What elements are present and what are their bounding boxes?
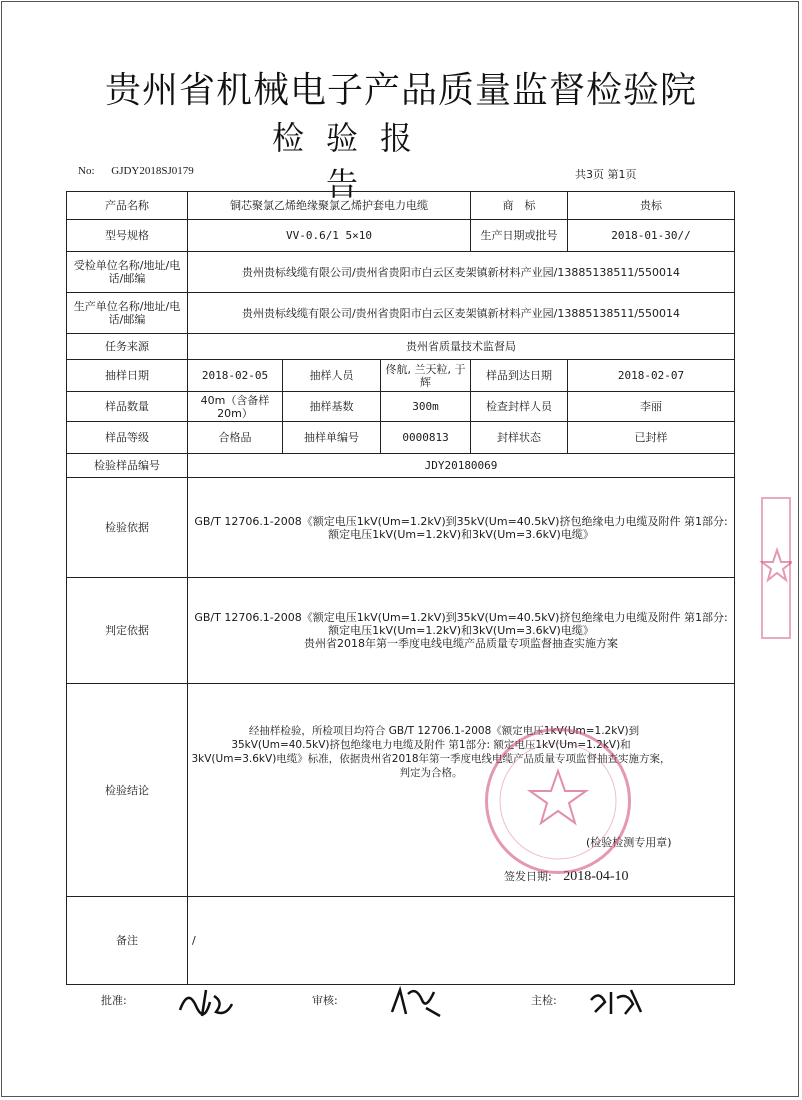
- conclusion-text: 经抽样检验，所检项目均符合 GB/T 12706.1-2008《额定电压1kV(Um=1.2kV)到35kV(Um=40.5kV)挤包绝缘电力电缆及附件 第1部分: 额定电压1kV(Um=1.2kV)和3kV(Um=3.6kV)电缆》标准，依据贵州省2018年第一季度电线电缆产品质量专项监督抽查实施方案，判定为合格。: [191, 725, 671, 779]
- remarks-label: 备注: [67, 897, 188, 985]
- report-number: [78, 165, 194, 177]
- form-no: 0000813: [381, 422, 471, 454]
- approve-label: 批准:: [101, 994, 127, 1007]
- main-label: 主检:: [531, 994, 557, 1007]
- sealer: 李丽: [568, 392, 735, 422]
- model: VV-0.6/1 5×10: [188, 220, 471, 252]
- inspected-unit: 贵州贵标线缆有限公司/贵州省贵阳市白云区麦架镇新材料产业园/13885138511/550014: [188, 252, 735, 293]
- issue-date-label: 签发日期:: [504, 870, 552, 883]
- inspected-unit-label: 受检单位名称/地址/电话/邮编: [67, 252, 188, 293]
- quantity-label: 样品数量: [67, 392, 188, 422]
- task-source-label: 任务来源: [67, 334, 188, 360]
- report-table: [66, 191, 735, 985]
- seal-status: 已封样: [568, 422, 735, 454]
- sample-no-label: 检验样品编号: [67, 454, 188, 478]
- report-number-label: No:: [78, 165, 95, 177]
- grade: 合格品: [188, 422, 283, 454]
- basis-label: 检验依据: [67, 478, 188, 578]
- institute-title: 贵州省机械电子产品质量监督检验院: [104, 70, 697, 111]
- base-label: 抽样基数: [283, 392, 381, 422]
- remarks: /: [188, 897, 735, 985]
- conclusion-label: 检验结论: [67, 684, 188, 897]
- model-label: 型号规格: [67, 220, 188, 252]
- official-seal: [485, 728, 631, 874]
- sealer-label: 检查封样人员: [471, 392, 568, 422]
- sampling-date-label: 抽样日期: [67, 360, 188, 392]
- main-signature: [585, 982, 645, 1022]
- judgement-line-1: GB/T 12706.1-2008《额定电压1kV(Um=1.2kV)到35kV(Um=40.5kV)挤包绝缘电力电缆及附件 第1部分: 额定电压1kV(Um=1.2kV)和3kV(Um=3.6kV)电缆》: [194, 611, 728, 637]
- report-title: 检验报告: [271, 119, 434, 203]
- sampling-date: 2018-02-05: [188, 360, 283, 392]
- brand: 贵标: [568, 192, 735, 220]
- arrival-date-label: 样品到达日期: [471, 360, 568, 392]
- stamp-note: (检验检测专用章): [586, 836, 672, 849]
- arrival-date: 2018-02-07: [568, 360, 735, 392]
- quantity: 40m（含备样20m）: [188, 392, 283, 422]
- judgement-line-2: 贵州省2018年第一季度电线电缆产品质量专项监督抽查实施方案: [304, 637, 618, 650]
- page-count: 共3页 第1页: [575, 168, 637, 181]
- base: 300m: [381, 392, 471, 422]
- prod-date: 2018-01-30//: [568, 220, 735, 252]
- side-seal: [752, 490, 792, 650]
- grade-label: 样品等级: [67, 422, 188, 454]
- sampler-label: 抽样人员: [283, 360, 381, 392]
- report-number-value: GJDY2018SJ0179: [111, 165, 194, 177]
- sampler: 佟航, 兰天粒, 于辉: [381, 360, 471, 392]
- judgement: [188, 578, 735, 684]
- seal-status-label: 封样状态: [471, 422, 568, 454]
- review-label: 审核:: [312, 994, 338, 1007]
- approve-signature: [176, 982, 236, 1022]
- basis: GB/T 12706.1-2008《额定电压1kV(Um=1.2kV)到35kV(Um=40.5kV)挤包绝缘电力电缆及附件 第1部分: 额定电压1kV(Um=1.2kV)和3kV(Um=3.6kV)电缆》: [188, 478, 735, 578]
- producer-label: 生产单位名称/地址/电话/邮编: [67, 293, 188, 334]
- prod-date-label: 生产日期或批号: [471, 220, 568, 252]
- judgement-label: 判定依据: [67, 578, 188, 684]
- review-signature: [386, 982, 446, 1022]
- product-name-label: 产品名称: [67, 192, 188, 220]
- form-no-label: 抽样单编号: [283, 422, 381, 454]
- conclusion-cell: [188, 684, 735, 897]
- product-name: 铜芯聚氯乙烯绝缘聚氯乙烯护套电力电缆: [188, 192, 471, 220]
- task-source: 贵州省质量技术监督局: [188, 334, 735, 360]
- producer: 贵州贵标线缆有限公司/贵州省贵阳市白云区麦架镇新材料产业园/13885138511/550014: [188, 293, 735, 334]
- brand-label: 商 标: [471, 192, 568, 220]
- sample-no: JDY20180069: [188, 454, 735, 478]
- issue-date-value: 2018-04-10: [563, 869, 629, 884]
